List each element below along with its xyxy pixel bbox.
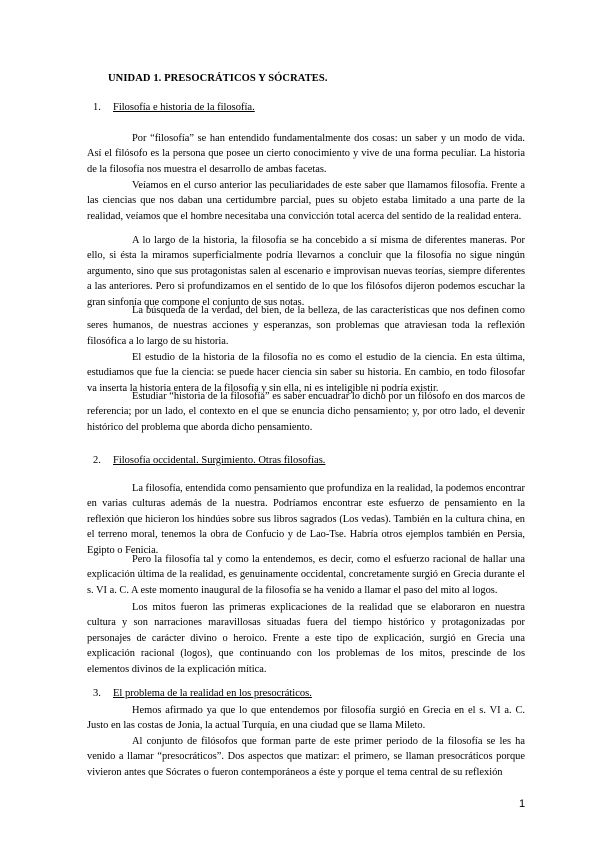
section-1-paragraph-5: El estudio de la historia de la filosofía no es como el estudio de la ciencia. En esta última, estudiamos que fue la ciencia: se puede hacer ciencia sin saber su historia. En cambio, en todo filosofar va inserta la historia entera de la filosofía y sin ella, ni es inteligible ni podría existir. [87, 352, 525, 394]
section-3-title: El problema de la realidad en los presocráticos. [113, 688, 312, 699]
section-1-number: 1. [93, 102, 101, 113]
section-3-paragraph-2: Al conjunto de filósofos que forman parte de este primer periodo de la filosofía se les ha venido a llamar “presocráticos”. Dos aspectos que matizar: el primero, se llaman presocráticos porque vivieron antes que Sócrates o fueron contemporáneos a éste y porque el tema central de su reflexión [87, 736, 525, 778]
section-3-paragraph-1: Hemos afirmado ya que lo que entendemos por filosofía surgió en Grecia en el s. VI a. C. Justo en las costas de Jonia, la actual Turquía, en una ciudad que se llama Mileto. [87, 705, 525, 732]
section-1-title: Filosofía e historia de la filosofía. [113, 102, 255, 113]
section-2-paragraph-2: Pero la filosofía tal y como la entendemos, es decir, como el esfuerzo racional de hallar una explicación última de la realidad, es genuinamente occidental, concretamente surgió en Grecia durante el s. VI a. C. A este momento inaugural de la filosofía se ha venido a llamar el paso del mito al logos. [87, 554, 525, 596]
section-1-paragraph-4: La búsqueda de la verdad, del bien, de la belleza, de las características que nos definen como seres humanos, de nuestras acciones y esperanzas, son problemas que atraviesan toda la reflexión filosófica a lo largo de su historia. [87, 305, 525, 347]
page-number: 1 [519, 798, 526, 810]
section-1-paragraph-1: Por “filosofía” se han entendido fundamentalmente dos cosas: un saber y un modo de vida. Así el filósofo es la persona que posee un cierto conocimiento y vive de una forma peculiar. La historia de la filosofía nos muestra el desarrollo de ambas facetas. [87, 133, 525, 175]
document-title: UNIDAD 1. PRESOCRÁTICOS Y SÓCRATES. [108, 73, 328, 84]
section-2-paragraph-1: La filosofía, entendida como pensamiento que profundiza en la realidad, la podemos encontrar en varias culturas además de la nuestra. Podríamos encontrar este esfuerzo de pensamiento en la reflexión que hicieron los hindúes sobre sus libros sagrados (Los vedas). También en la cultura china, en el terreno moral, tenemos la obra de Confucio y de Lao-Tse. Habría otros ejemplos también en Persia, Egipto o Fenicia. [87, 483, 525, 556]
section-2-number: 2. [93, 455, 101, 466]
section-1-heading [93, 102, 255, 113]
section-3-heading [93, 688, 312, 699]
section-1-paragraph-3: A lo largo de la historia, la filosofía se ha concebido a sí misma de diferentes maneras. Por ello, si ésta la miramos superficialmente podría llevarnos a concluir que la filosofía no sigue ningún argumento, sino que sus protagonistas salen al escenario e improvisan nuevas teorías, siempre diferentes a las anteriores. Pero si profundizamos en el sentido de lo que los filósofos dijeron podemos escuchar la gran sinfonía que compone el conjunto de sus notas. [87, 235, 525, 308]
section-3-number: 3. [93, 688, 101, 699]
section-2-heading [93, 455, 325, 466]
section-2-paragraph-3: Los mitos fueron las primeras explicaciones de la realidad que se elaboraron en nuestra cultura y son narraciones maravillosas situadas fuera del tiempo histórico y protagonizadas por personajes de carácter divino o heroico. Frente a este tipo de explicación, surgió en Grecia una explicación racional (logos), que continuando con los problemas de los mitos, prescinde de los elementos divinos de la explicación mítica. [87, 602, 525, 675]
section-2-title: Filosofía occidental. Surgimiento. Otras filosofías. [113, 455, 326, 466]
section-1-paragraph-6: Estudiar “historia de la filosofía” es saber encuadrar lo dicho por un filósofo en dos marcos de referencia; por un lado, el contexto en el que se enuncia dicho pensamiento; y, por otro lado, el devenir histórico del problema que aborda dicho pensamiento. [87, 391, 525, 433]
section-1-paragraph-2: Veíamos en el curso anterior las peculiaridades de este saber que llamamos filosofía. Frente a las ciencias que nos daban una certidumbre parcial, pues su objeto estaba limitado a una parte de la realidad, veíamos que el hombre necesitaba una convicción total acerca del sentido de la realidad entera. [87, 180, 525, 222]
